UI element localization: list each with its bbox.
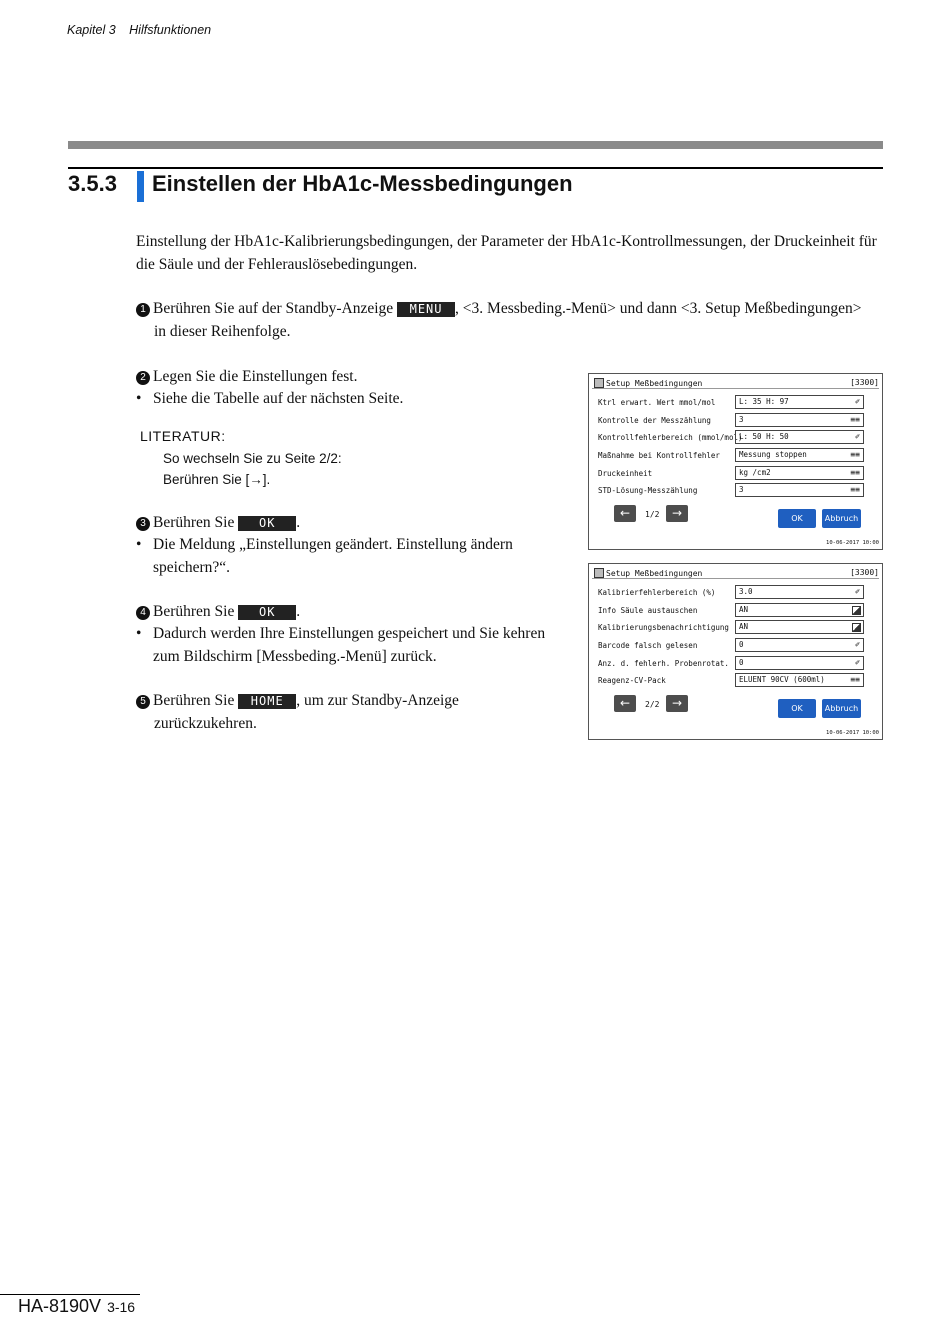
- ok-key: OK: [238, 605, 296, 620]
- model-name: HA-8190V: [18, 1296, 102, 1316]
- list-icon: ≡≡: [850, 450, 860, 459]
- setting-row: [598, 483, 864, 498]
- setting-field[interactable]: [735, 656, 864, 670]
- toggle-icon: [852, 606, 861, 615]
- literatur-text: [163, 448, 342, 490]
- step-text-end: .: [296, 603, 301, 620]
- bullet-dot: •: [136, 390, 142, 407]
- literatur-label: LITERATUR:: [140, 428, 226, 444]
- step-number: 3: [136, 517, 150, 531]
- setting-value: 0: [739, 640, 744, 649]
- screen-title-text: Setup Meßbedingungen: [606, 568, 703, 578]
- step-3: [136, 511, 576, 534]
- menu-key: MENU: [397, 302, 455, 317]
- setting-label: Druckeinheit: [598, 469, 653, 478]
- screen-title-text: Setup Meßbedingungen: [606, 378, 703, 388]
- cancel-button[interactable]: Abbruch: [822, 509, 861, 528]
- setting-row: [598, 620, 864, 635]
- setting-label: Anz. d. fehlerh. Probenrotat.: [598, 659, 729, 668]
- divider: [592, 578, 879, 579]
- edit-icon: ✐: [855, 432, 860, 441]
- section-accent-bar: [137, 171, 144, 202]
- setting-label: Reagenz-CV-Pack: [598, 676, 666, 685]
- window-icon: [594, 378, 604, 388]
- setting-row: [598, 673, 864, 688]
- setting-field[interactable]: [735, 413, 864, 427]
- step-text: Berühren Sie: [153, 603, 235, 620]
- setting-label: Kontrolle der Messzählung: [598, 416, 711, 425]
- setting-label: Barcode falsch gelesen: [598, 641, 698, 650]
- setting-field[interactable]: [735, 395, 864, 409]
- setting-row: [598, 603, 864, 618]
- setting-label: Kontrollfehlerbereich (mmol/mol): [598, 433, 743, 442]
- setting-row: [598, 430, 864, 445]
- setting-row: [598, 466, 864, 481]
- setting-field[interactable]: [735, 620, 864, 634]
- bullet-text: Siehe die Tabelle auf der nächsten Seite.: [153, 390, 404, 407]
- setting-value: 3.0: [739, 587, 753, 596]
- setting-field[interactable]: [735, 466, 864, 480]
- setting-row: [598, 413, 864, 428]
- divider: [592, 388, 879, 389]
- page-number: 3-16: [107, 1299, 136, 1315]
- setting-field[interactable]: [735, 603, 864, 617]
- step-number: 5: [136, 695, 150, 709]
- window-icon: [594, 568, 604, 578]
- step-text: , <3. Messbeding.-Menü> und dann <3. Setup Meßbedingungen>: [455, 300, 862, 317]
- setting-value: 3: [739, 415, 744, 424]
- setting-value: Messung stoppen: [739, 450, 807, 459]
- list-icon: ≡≡: [850, 415, 860, 424]
- step-text-continuation: in dieser Reihenfolge.: [154, 323, 291, 340]
- setup-screen-page-1: [588, 373, 883, 550]
- setting-value: L: 50 H: 50: [739, 432, 789, 441]
- list-icon: ≡≡: [850, 485, 860, 494]
- literatur-line: So wechseln Sie zu Seite 2/2:: [163, 451, 342, 466]
- home-key: HOME: [238, 694, 296, 709]
- setting-label: Kalibrierfehlerbereich (%): [598, 588, 716, 597]
- prev-page-button[interactable]: ←: [614, 505, 636, 522]
- setting-label: Maßnahme bei Kontrollfehler: [598, 451, 720, 460]
- setup-screen-page-2: [588, 563, 883, 740]
- list-icon: ≡≡: [850, 468, 860, 477]
- bullet-text: Dadurch werden Ihre Einstellungen gespeichert und Sie kehren: [153, 625, 546, 642]
- setting-field[interactable]: [735, 430, 864, 444]
- setting-field[interactable]: [735, 448, 864, 462]
- setting-value: AN: [739, 622, 749, 631]
- setting-value: AN: [739, 605, 749, 614]
- bullet-item: [136, 622, 576, 668]
- setting-row: [598, 395, 864, 410]
- setting-field[interactable]: [735, 483, 864, 497]
- setting-row: [598, 585, 864, 600]
- screen-code: [3300]: [850, 568, 879, 577]
- setting-row: [598, 638, 864, 653]
- list-icon: ≡≡: [850, 675, 860, 684]
- bullet-text: zum Bildschirm [Messbeding.-Menü] zurück.: [153, 648, 437, 665]
- next-page-button[interactable]: →: [666, 505, 688, 522]
- edit-icon: ✐: [855, 587, 860, 596]
- step-1: [136, 297, 886, 343]
- step-4: [136, 600, 576, 623]
- section-number: 3.5.3: [68, 171, 117, 196]
- setting-row: [598, 448, 864, 463]
- toggle-icon: [852, 623, 861, 632]
- ok-button[interactable]: OK: [778, 699, 816, 718]
- setting-label: Ktrl erwart. Wert mmol/mol: [598, 398, 716, 407]
- ok-key: OK: [238, 516, 296, 531]
- step-text: Berühren Sie auf der Standby-Anzeige: [153, 300, 394, 317]
- setting-value: ELUENT 90CV (600ml): [739, 675, 825, 684]
- bullet-text: speichern?“.: [153, 559, 231, 576]
- prev-page-button[interactable]: ←: [614, 695, 636, 712]
- timestamp: 10-06-2017 10:00: [826, 730, 879, 736]
- setting-label: Kalibrierungsbenachrichtigung: [598, 623, 729, 632]
- running-header: [67, 23, 211, 37]
- timestamp: 10-06-2017 10:00: [826, 540, 879, 546]
- bullet-item: [136, 387, 576, 410]
- cancel-button[interactable]: Abbruch: [822, 699, 861, 718]
- next-page-button[interactable]: →: [666, 695, 688, 712]
- step-number: 4: [136, 606, 150, 620]
- literatur-line: Berühren Sie [→].: [163, 472, 271, 487]
- step-5: [136, 689, 576, 735]
- bullet-text: Die Meldung „Einstellungen geändert. Einstellung ändern: [153, 536, 513, 553]
- step-text: Berühren Sie: [153, 514, 235, 531]
- step-text: Legen Sie die Einstellungen fest.: [153, 368, 358, 385]
- edit-icon: ✐: [855, 658, 860, 667]
- edit-icon: ✐: [855, 640, 860, 649]
- setting-row: [598, 656, 864, 671]
- setting-label: STD-Lösung-Messzählung: [598, 486, 698, 495]
- setting-value: 0: [739, 658, 744, 667]
- chapter-title: Hilfsfunktionen: [129, 23, 212, 37]
- step-number: 2: [136, 371, 150, 385]
- step-2: [136, 365, 576, 388]
- setting-label: Info Säule austauschen: [598, 606, 698, 615]
- setting-field[interactable]: [735, 585, 864, 599]
- page-indicator: 1/2: [645, 510, 660, 519]
- step-text: Berühren Sie: [153, 692, 235, 709]
- bullet-dot: •: [136, 536, 142, 553]
- screen-code: [3300]: [850, 378, 879, 387]
- section-rule: [68, 167, 883, 169]
- bullet-dot: •: [136, 625, 142, 642]
- section-rule-top: [68, 141, 883, 149]
- screen-title: [594, 568, 702, 578]
- edit-icon: ✐: [855, 397, 860, 406]
- setting-field[interactable]: [735, 638, 864, 652]
- footer-rule: [0, 1294, 140, 1295]
- setting-value: 3: [739, 485, 744, 494]
- step-text-end: , um zur Standby-Anzeige: [296, 692, 459, 709]
- section-title: Einstellen der HbA1c-Messbedingungen: [152, 171, 573, 196]
- intro-paragraph: Einstellung der HbA1c-Kalibrierungsbedingungen, der Parameter der HbA1c-Kontrollmessungen, der Druckeinheit für die Säule und der Fehlerauslösebedingungen.: [136, 233, 877, 273]
- setting-field[interactable]: [735, 673, 864, 687]
- step-text-continuation: zurückzukehren.: [154, 715, 257, 732]
- step-number: 1: [136, 303, 150, 317]
- page-footer: [18, 1296, 135, 1317]
- setting-value: L: 35 H: 97: [739, 397, 789, 406]
- bullet-item: [136, 533, 576, 579]
- setting-value: kg /cm2: [739, 468, 771, 477]
- step-text-end: .: [296, 514, 301, 531]
- page-indicator: 2/2: [645, 700, 660, 709]
- chapter-number: Kapitel 3: [67, 23, 116, 37]
- screen-title: [594, 378, 702, 388]
- ok-button[interactable]: OK: [778, 509, 816, 528]
